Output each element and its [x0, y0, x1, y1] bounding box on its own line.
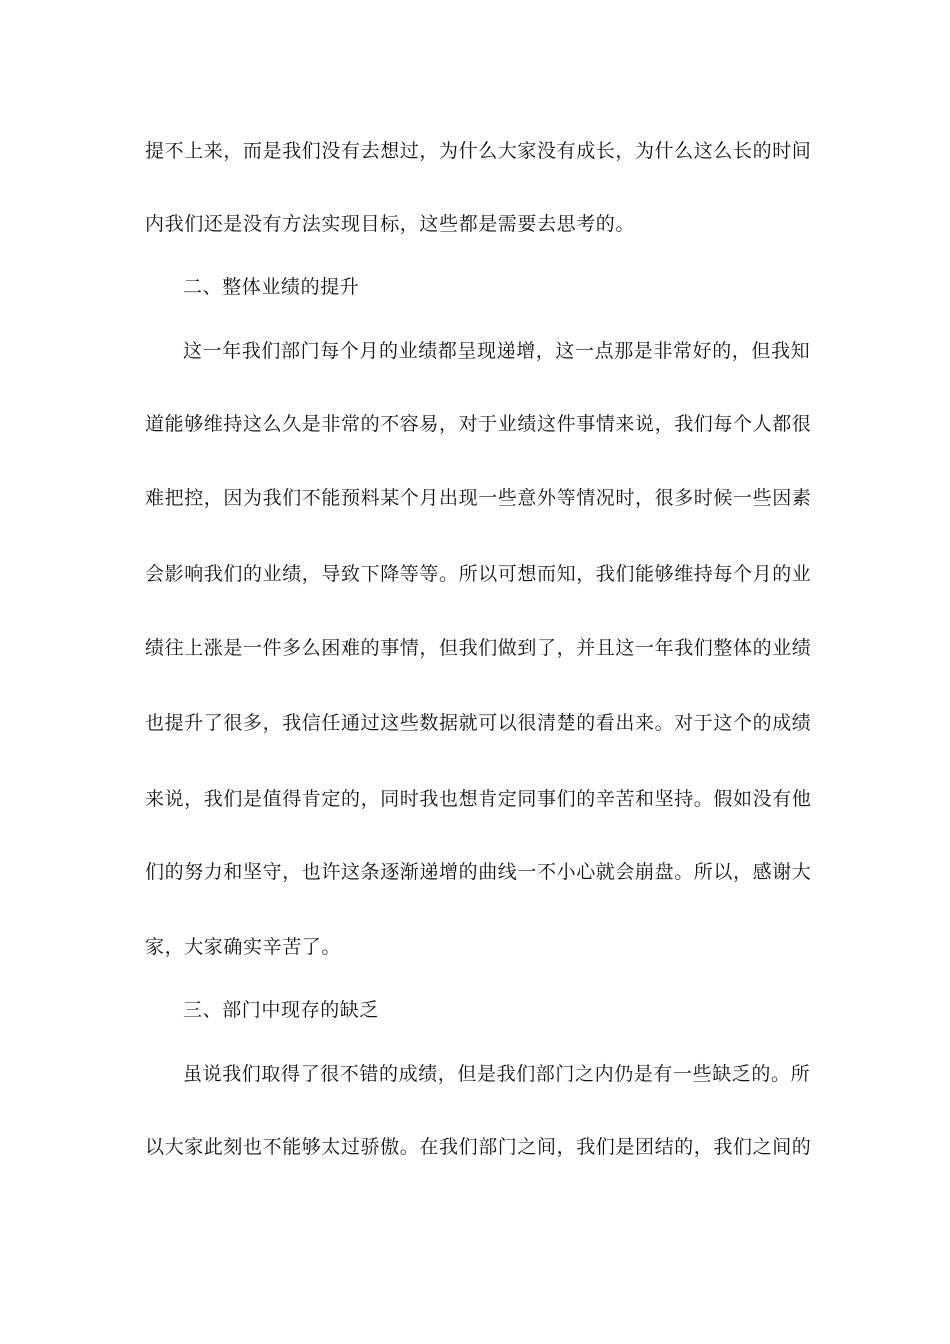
body-text-line: 提不上来，而是我们没有去想过，为什么大家没有成长，为什么这么长的时间	[145, 140, 812, 162]
body-text-line: 会影响我们的业绩，导致下降等等。所以可想而知，我们能够维持每个月的业	[145, 563, 812, 585]
body-text-line: 难把控，因为我们不能预料某个月出现一些意外等情况时，很多时候一些因素	[145, 487, 812, 509]
body-text-line: 也提升了很多，我信任通过这些数据就可以很清楚的看出来。对于这个的成绩	[145, 712, 812, 734]
section-heading: 三、部门中现存的缺乏	[183, 999, 380, 1021]
body-text-line: 道能够维持这么久是非常的不容易，对于业绩这件事情来说，我们每个人都很	[145, 413, 812, 435]
body-text-line: 这一年我们部门每个月的业绩都呈现递增，这一点那是非常好的，但我知	[183, 340, 811, 362]
body-text-line: 以大家此刻也不能够太过骄傲。在我们部门之间，我们是团结的，我们之间的	[145, 1136, 812, 1158]
body-text-line: 来说，我们是值得肯定的，同时我也想肯定同事们的辛苦和坚持。假如没有他	[145, 788, 812, 810]
section-heading: 二、整体业绩的提升	[183, 276, 360, 298]
body-text-line: 们的努力和坚守，也许这条逐渐递增的曲线一不小心就会崩盘。所以，感谢大	[145, 861, 812, 883]
body-text-line: 内我们还是没有方法实现目标，这些都是需要去思考的。	[145, 213, 636, 235]
body-text-line: 家，大家确实辛苦了。	[145, 936, 342, 958]
body-text-line: 虽说我们取得了很不错的成绩，但是我们部门之内仍是有一些缺乏的。所	[183, 1063, 811, 1085]
body-text-line: 绩往上涨是一件多么困难的事情，但我们做到了，并且这一年我们整体的业绩	[145, 637, 812, 659]
